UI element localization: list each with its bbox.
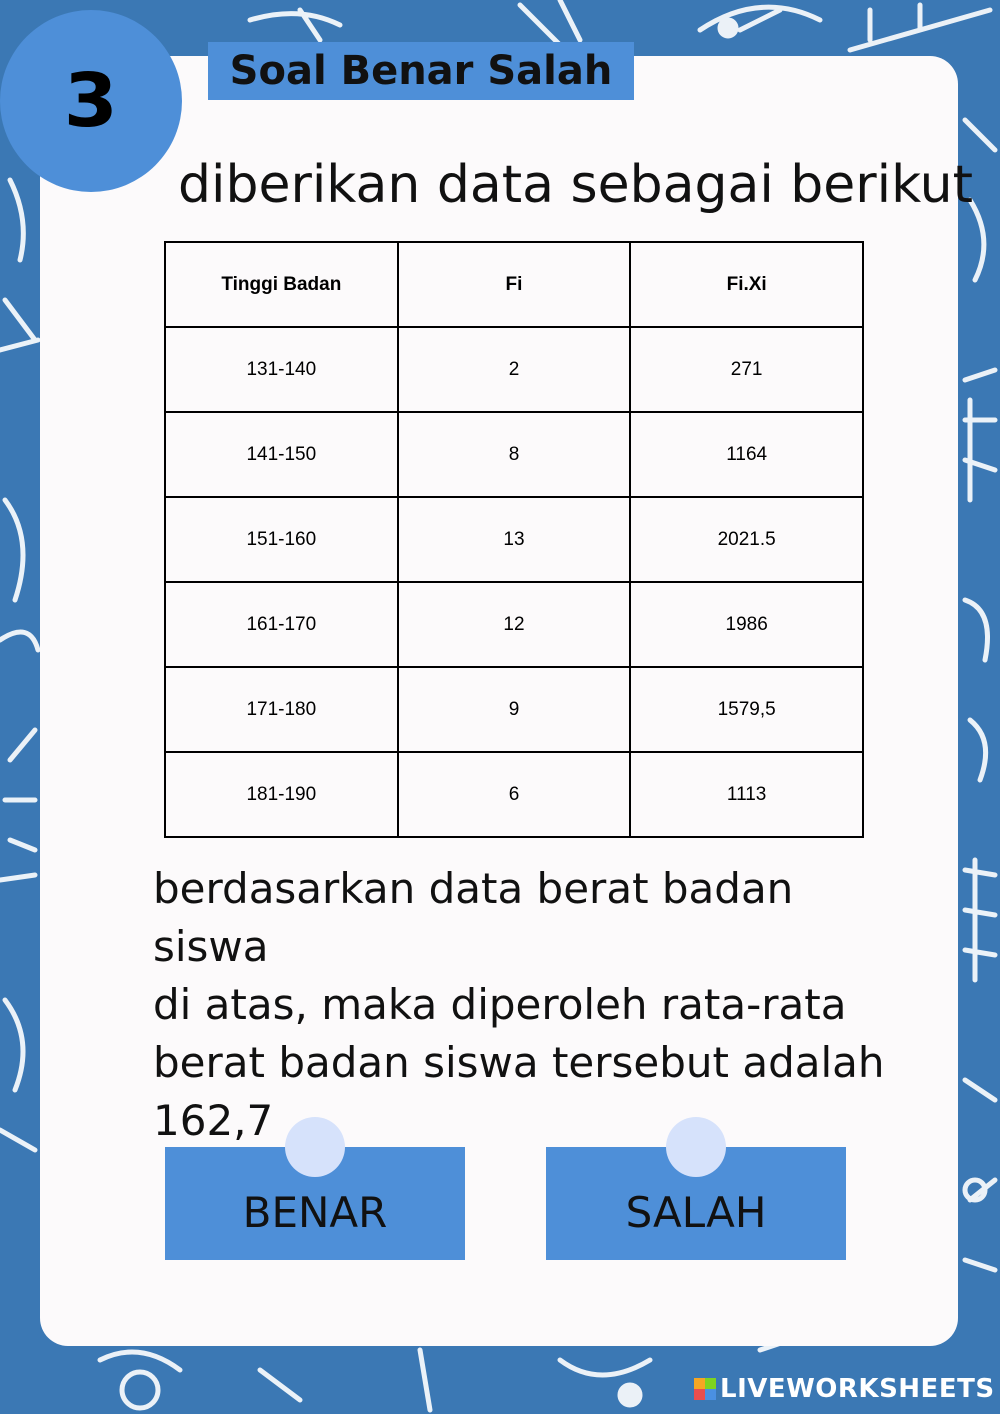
table-cell: 131-140 bbox=[165, 327, 398, 412]
table-cell: 2 bbox=[398, 327, 631, 412]
benar-button[interactable] bbox=[165, 1147, 465, 1260]
table-cell: 9 bbox=[398, 667, 631, 752]
salah-button[interactable] bbox=[546, 1147, 846, 1260]
question-text bbox=[153, 860, 913, 1150]
table-cell: 1164 bbox=[630, 412, 863, 497]
intro-text: diberikan data sebagai berikut bbox=[178, 155, 973, 215]
salah-button-label: SALAH bbox=[625, 1188, 767, 1237]
table-row bbox=[165, 752, 863, 837]
column-header: Tinggi Badan bbox=[165, 242, 398, 327]
question-line: berdasarkan data berat badan siswa bbox=[153, 864, 794, 971]
benar-button-label: BENAR bbox=[242, 1188, 388, 1237]
salah-select-dot[interactable] bbox=[666, 1117, 726, 1177]
table-row bbox=[165, 327, 863, 412]
question-line: berat badan siswa tersebut adalah bbox=[153, 1038, 885, 1087]
table-cell: 271 bbox=[630, 327, 863, 412]
table-cell: 6 bbox=[398, 752, 631, 837]
table-cell: 171-180 bbox=[165, 667, 398, 752]
question-number: 3 bbox=[63, 58, 119, 144]
table-cell: 1113 bbox=[630, 752, 863, 837]
table-cell: 12 bbox=[398, 582, 631, 667]
data-table bbox=[164, 241, 864, 838]
table-cell: 151-160 bbox=[165, 497, 398, 582]
question-line: di atas, maka diperoleh rata-rata bbox=[153, 980, 847, 1029]
title-banner bbox=[208, 42, 634, 100]
table-row bbox=[165, 667, 863, 752]
brand-name: LIVEWORKSHEETS bbox=[720, 1374, 995, 1404]
table-cell: 13 bbox=[398, 497, 631, 582]
table-header-row bbox=[165, 242, 863, 327]
question-number-badge bbox=[0, 10, 182, 192]
column-header: Fi bbox=[398, 242, 631, 327]
table-cell: 1579,5 bbox=[630, 667, 863, 752]
benar-select-dot[interactable] bbox=[285, 1117, 345, 1177]
question-line: 162,7 bbox=[153, 1096, 274, 1145]
table-row bbox=[165, 412, 863, 497]
table-cell: 141-150 bbox=[165, 412, 398, 497]
brand-watermark bbox=[694, 1374, 995, 1404]
table-row bbox=[165, 582, 863, 667]
liveworksheets-logo-icon bbox=[694, 1378, 716, 1400]
page-title: Soal Benar Salah bbox=[229, 48, 613, 94]
table-cell: 181-190 bbox=[165, 752, 398, 837]
table-cell: 8 bbox=[398, 412, 631, 497]
table-cell: 161-170 bbox=[165, 582, 398, 667]
table-cell: 2021.5 bbox=[630, 497, 863, 582]
table-row bbox=[165, 497, 863, 582]
table-cell: 1986 bbox=[630, 582, 863, 667]
column-header: Fi.Xi bbox=[630, 242, 863, 327]
